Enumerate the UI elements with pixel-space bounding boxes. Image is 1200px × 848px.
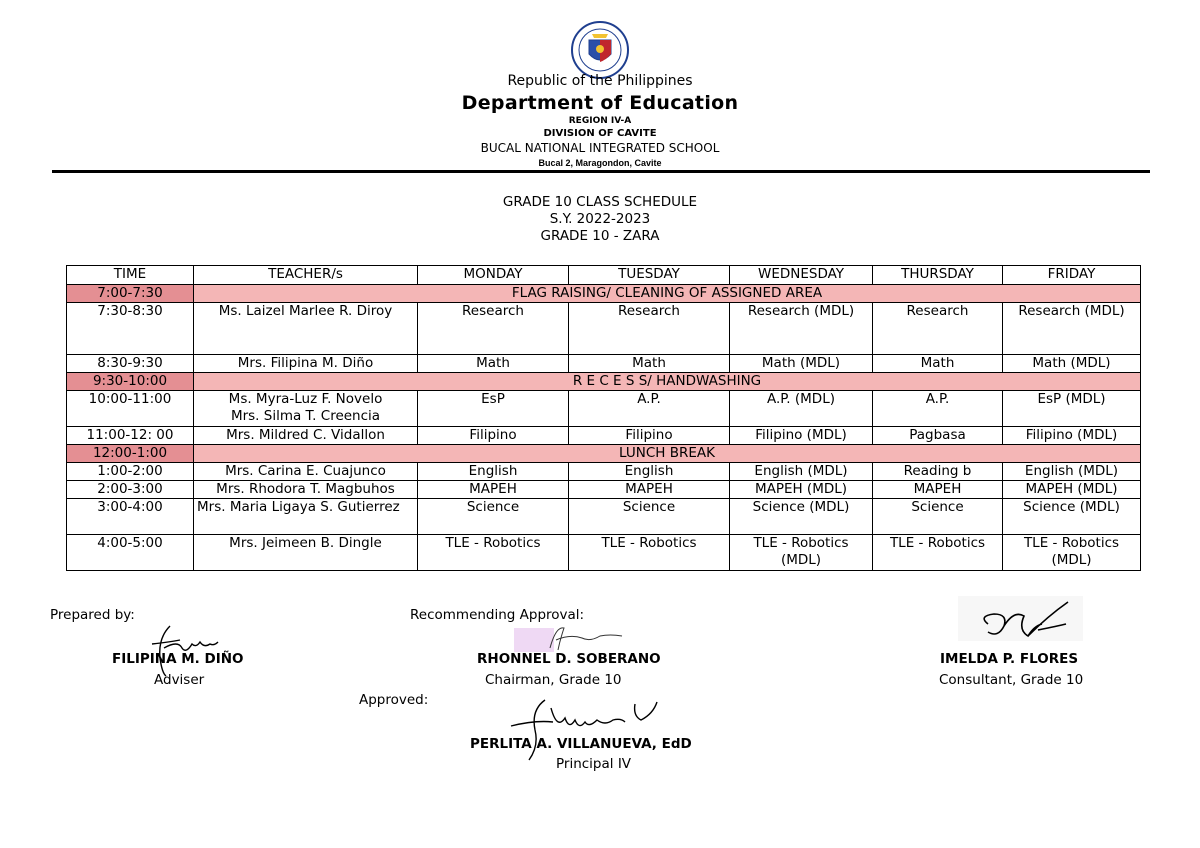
subject-cell: Research (MDL): [730, 303, 873, 355]
approved-title: Principal IV: [556, 756, 632, 772]
subject-cell: A.P.: [873, 391, 1003, 427]
time-cell: 7:00-7:30: [67, 285, 194, 303]
time-cell: 12:00-1:00: [67, 445, 194, 463]
subject-cell: TLE - Robotics: [873, 535, 1003, 571]
school-year: S.Y. 2022-2023: [549, 211, 651, 227]
deped-seal-icon: [570, 20, 630, 80]
subject-cell: Science: [569, 499, 730, 535]
recommending-approval-label: Recommending Approval:: [410, 607, 585, 623]
subject-cell: TLE - Robotics (MDL): [1003, 535, 1141, 571]
republic-line: Republic of the Philippines: [507, 73, 693, 89]
subject-cell: Filipino (MDL): [1003, 427, 1141, 445]
teacher-name: Ms. Myra-Luz F. Novelo: [228, 391, 383, 407]
teacher-cell: Mrs. Jeimeen B. Dingle: [194, 535, 418, 571]
subject-cell: Science (MDL): [730, 499, 873, 535]
department-name: Department of Education: [461, 92, 739, 114]
activity-cell: LUNCH BREAK: [194, 445, 1141, 463]
col-header-thursday: THURSDAY: [873, 266, 1003, 285]
recommending-approval-name: RHONNEL D. SOBERANO: [477, 651, 661, 667]
subject-cell: TLE - Robotics: [418, 535, 569, 571]
time-cell: 8:30-9:30: [67, 355, 194, 373]
subject-cell: MAPEH: [418, 481, 569, 499]
subject-cell: EsP (MDL): [1003, 391, 1141, 427]
teacher-cell: Mrs. Filipina M. Diño: [194, 355, 418, 373]
subject-cell: MAPEH (MDL): [730, 481, 873, 499]
table-row: [67, 391, 1141, 427]
subject-cell: Science: [873, 499, 1003, 535]
school-address: Bucal 2, Maragondon, Cavite: [538, 158, 662, 168]
prepared-by-label: Prepared by:: [50, 607, 135, 623]
col-header-wednesday: WEDNESDAY: [730, 266, 873, 285]
schedule-table: [66, 265, 1141, 571]
subject-cell: English (MDL): [1003, 463, 1141, 481]
subject-cell: Research: [569, 303, 730, 355]
teacher-cell: Mrs. Maria Ligaya S. Gutierrez: [194, 499, 418, 535]
time-cell: 7:30-8:30: [67, 303, 194, 355]
table-header-row: [67, 266, 1141, 285]
subject-cell: Math (MDL): [1003, 355, 1141, 373]
subject-cell: Science: [418, 499, 569, 535]
subject-cell: MAPEH (MDL): [1003, 481, 1141, 499]
recess-row: [67, 373, 1141, 391]
time-cell: 2:00-3:00: [67, 481, 194, 499]
subject-cell: A.P. (MDL): [730, 391, 873, 427]
subject-cell: Math: [418, 355, 569, 373]
col-header-teacher: TEACHER/s: [194, 266, 418, 285]
col-header-monday: MONDAY: [418, 266, 569, 285]
subject-cell: Pagbasa: [873, 427, 1003, 445]
table-row: [67, 463, 1141, 481]
subject-cell: Math: [873, 355, 1003, 373]
table-row: [67, 303, 1141, 355]
recommending-approval-title: Chairman, Grade 10: [485, 672, 622, 688]
table-row: [67, 481, 1141, 499]
time-cell: 10:00-11:00: [67, 391, 194, 427]
subject-cell: EsP: [418, 391, 569, 427]
subject-cell: Science (MDL): [1003, 499, 1141, 535]
subject-cell: English (MDL): [730, 463, 873, 481]
time-cell: 11:00-12: 00: [67, 427, 194, 445]
subject-cell: English: [569, 463, 730, 481]
activity-cell: FLAG RAISING/ CLEANING OF ASSIGNED AREA: [194, 285, 1141, 303]
school-name: BUCAL NATIONAL INTEGRATED SCHOOL: [480, 141, 720, 155]
time-cell: 4:00-5:00: [67, 535, 194, 571]
subject-cell: MAPEH: [569, 481, 730, 499]
activity-cell: R E C E S S/ HANDWASHING: [194, 373, 1141, 391]
subject-cell: Filipino: [569, 427, 730, 445]
subject-cell: Research: [418, 303, 569, 355]
subject-cell: Math: [569, 355, 730, 373]
header-divider: [52, 170, 1150, 173]
col-header-tuesday: TUESDAY: [569, 266, 730, 285]
subject-cell: Reading b: [873, 463, 1003, 481]
teacher-cell: Ms. Laizel Marlee R. Diroy: [194, 303, 418, 355]
lunch-row: [67, 445, 1141, 463]
teacher-name: Mrs. Silma T. Creencia: [230, 408, 381, 424]
subject-cell: MAPEH: [873, 481, 1003, 499]
subject-cell: Research: [873, 303, 1003, 355]
consultant-name: IMELDA P. FLORES: [940, 651, 1079, 667]
subject-cell: Math (MDL): [730, 355, 873, 373]
subject-cell: English: [418, 463, 569, 481]
prepared-by-name: FILIPINA M. DIÑO: [112, 651, 244, 667]
signature-icon: [140, 618, 235, 678]
table-row: [67, 499, 1141, 535]
col-header-time: TIME: [67, 266, 194, 285]
division-line: DIVISION OF CAVITE: [543, 128, 657, 139]
flag-raising-row: [67, 285, 1141, 303]
subject-cell: TLE - Robotics (MDL): [730, 535, 873, 571]
region-line: REGION IV-A: [568, 116, 632, 126]
table-row: [67, 427, 1141, 445]
subject-cell: A.P.: [569, 391, 730, 427]
approved-label: Approved:: [359, 692, 429, 708]
section-name: GRADE 10 - ZARA: [540, 228, 660, 244]
teacher-cell: [194, 391, 418, 427]
schedule-title: GRADE 10 CLASS SCHEDULE: [502, 194, 698, 210]
time-cell: 3:00-4:00: [67, 499, 194, 535]
subject-cell: Filipino: [418, 427, 569, 445]
table-row: [67, 355, 1141, 373]
prepared-by-title: Adviser: [154, 672, 205, 688]
teacher-cell: Mrs. Mildred C. Vidallon: [194, 427, 418, 445]
col-header-friday: FRIDAY: [1003, 266, 1141, 285]
time-cell: 9:30-10:00: [67, 373, 194, 391]
subject-cell: Filipino (MDL): [730, 427, 873, 445]
teacher-cell: Mrs. Rhodora T. Magbuhos: [194, 481, 418, 499]
table-row: [67, 535, 1141, 571]
subject-cell: Research (MDL): [1003, 303, 1141, 355]
time-cell: 1:00-2:00: [67, 463, 194, 481]
subject-cell: TLE - Robotics: [569, 535, 730, 571]
teacher-cell: Mrs. Carina E. Cuajunco: [194, 463, 418, 481]
consultant-title: Consultant, Grade 10: [939, 672, 1084, 688]
approved-name: PERLITA A. VILLANUEVA, EdD: [470, 736, 692, 752]
